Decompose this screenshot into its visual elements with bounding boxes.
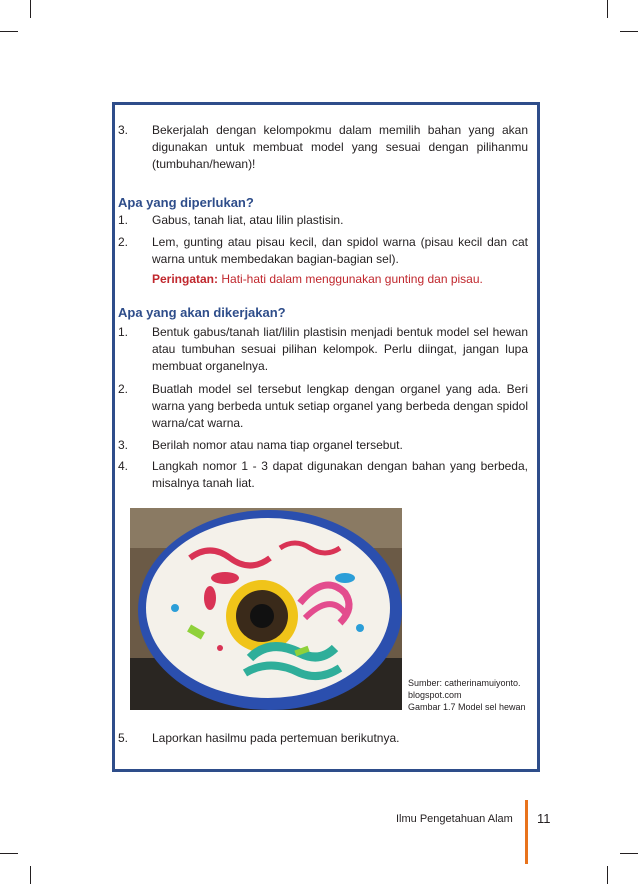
item-number: 3. (118, 438, 129, 452)
figure-title: Gambar 1.7 Model sel hewan (408, 702, 526, 712)
todo-item-5 (118, 730, 528, 747)
item-number: 2. (118, 382, 129, 396)
item-text: Lem, gunting atau pisau kecil, dan spidol warna (pisau kecil dan cat warna untuk membedakan bagian-bagian sel). (152, 235, 528, 266)
item-text: Berilah nomor atau nama tiap organel tersebut. (152, 438, 403, 452)
crop-mark (620, 31, 638, 32)
cell-model-photo (130, 508, 402, 710)
item-text: Bentuk gabus/tanah liat/lilin plastisin menjadi bentuk model sel hewan atau tumbuhan sesuai pilihan kelompok. Perlu diingat, jangan lupa membuat organelnya. (152, 325, 528, 373)
footer-divider (525, 800, 528, 864)
item-number: 1. (118, 325, 129, 339)
warning-note (118, 271, 528, 288)
item-text: Buatlah model sel tersebut lengkap dengan organel yang ada. Beri warna yang berbeda untuk setiap organel yang berbeda dengan spidol warna/cat warna. (152, 382, 528, 430)
crop-mark (30, 866, 31, 884)
step-3 (118, 122, 528, 173)
figure-source-line1: Sumber: catherinamuiyonto. (408, 678, 521, 688)
todo-item-3 (118, 437, 528, 454)
todo-item-1 (118, 324, 528, 375)
page-number: 11 (537, 811, 551, 826)
warning-label: Peringatan: (152, 272, 219, 286)
todo-item-2 (118, 381, 528, 432)
crop-mark (0, 853, 18, 854)
needed-item-2 (118, 234, 528, 268)
crop-mark (607, 0, 608, 18)
item-number: 1. (118, 213, 129, 227)
item-text: Laporkan hasilmu pada pertemuan berikutnya. (152, 731, 400, 745)
item-number: 4. (118, 459, 129, 473)
step-text: Bekerjalah dengan kelompokmu dalam memilih bahan yang akan digunakan untuk membuat model yang sesuai dengan pilihanmu (tumbuhan/hewan)! (152, 123, 528, 171)
crop-mark (30, 0, 31, 18)
item-text: Langkah nomor 1 - 3 dapat digunakan dengan bahan yang berbeda, misalnya tanah liat. (152, 459, 528, 490)
step-number: 3. (118, 123, 129, 137)
item-number: 2. (118, 235, 129, 249)
item-text: Gabus, tanah liat, atau lilin plastisin. (152, 213, 344, 227)
item-number: 5. (118, 731, 129, 745)
figure-source-line2: blogspot.com (408, 690, 462, 700)
crop-mark (607, 866, 608, 884)
heading-todo: Apa yang akan dikerjakan? (118, 305, 286, 320)
figure-caption (408, 677, 533, 713)
todo-item-4 (118, 458, 528, 492)
heading-needed: Apa yang diperlukan? (118, 195, 254, 210)
crop-mark (0, 31, 18, 32)
crop-mark (620, 853, 638, 854)
footer-subject: Ilmu Pengetahuan Alam (396, 813, 513, 825)
warning-text: Hati-hati dalam menggunakan gunting dan pisau. (218, 272, 483, 286)
needed-item-1 (118, 212, 528, 229)
